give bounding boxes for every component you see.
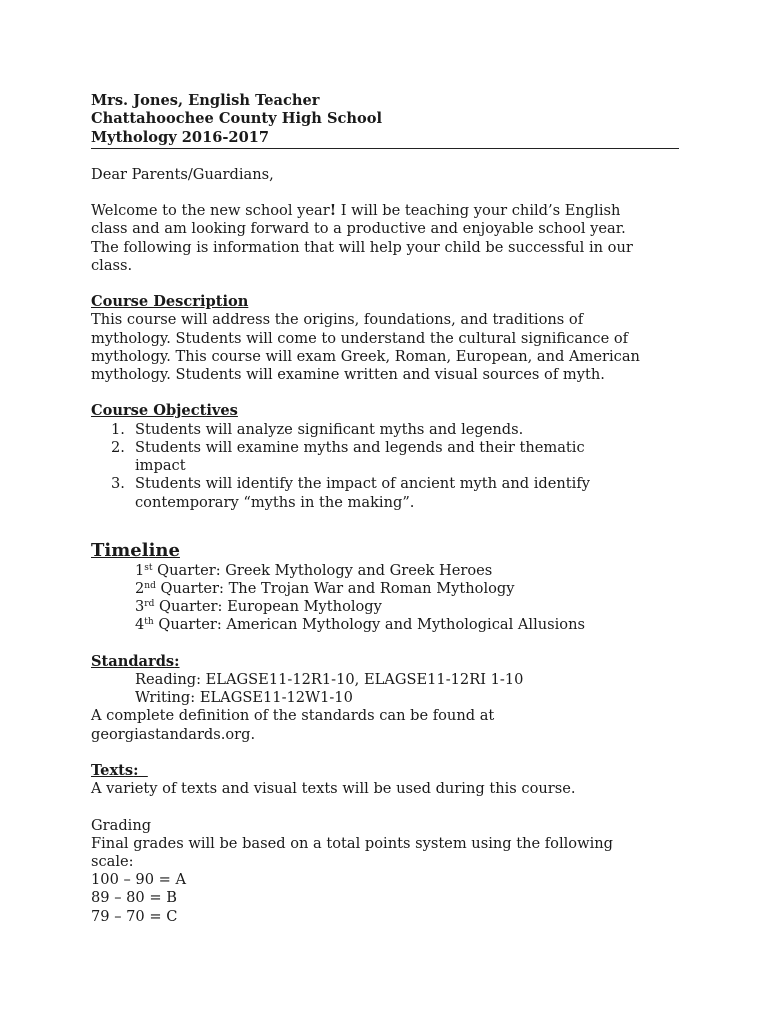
course-year: Mythology 2016-2017 [91,128,270,146]
quarter-number: 1 [135,561,145,579]
quarter-text: Quarter: The Trojan War and Roman Mythology [155,579,515,597]
list-number: 2. [111,438,125,456]
welcome-paragraph [91,202,651,275]
quarter-number: 4 [135,616,145,634]
list-item [91,439,631,475]
grade-scale-row: 100 – 90 = A [91,871,187,889]
standards-heading-text: Standards [91,652,175,670]
grade-scale-row: 89 – 80 = B [91,889,177,907]
timeline-list [91,562,681,635]
teacher-name: Mrs. Jones, English Teacher [91,92,320,109]
quarter-text: Quarter: European Mythology [154,598,382,616]
standards-heading [91,653,681,671]
texts-heading-text: Texts [91,761,134,779]
list-text: Students will identify the impact of ancient myth and identify contemporary “myths in the making”. [135,475,590,511]
timeline-heading: Timeline [91,539,180,561]
salutation: Dear Parents/Guardians, [91,165,274,183]
welcome-text-rest: I will be teaching your child’s English class and am looking forward to a productive and enjoyable school year. The following is information that will help your child be successful in our class. [91,202,633,274]
timeline-item [135,580,681,598]
list-number: 3. [111,475,125,493]
quarter-suffix: rd [144,599,155,610]
timeline-item [135,562,681,580]
timeline-item [135,598,681,616]
standards-heading-colon: : [174,652,180,670]
list-item [91,475,631,511]
quarter-suffix: th [144,617,154,628]
school-name: Chattahoochee County High School [91,110,382,128]
objectives-list [91,421,631,512]
list-text: Students will examine myths and legends and their thematic impact [135,438,585,475]
list-number: 1. [111,420,125,438]
letter-header [91,92,681,149]
quarter-number: 2 [135,579,145,597]
standards-writing: Writing: ELAGSE11-12W1-10 [135,689,353,707]
grading-body: Final grades will be based on a total points system using the following scale: [91,834,613,870]
quarter-text: Quarter: American Mythology and Mythological Allusions [153,616,585,634]
course-description-body: This course will address the origins, foundations, and traditions of mythology. Students will come to understand the cultural significance of mythology. This course will exam Greek, Roman, European, and American mythology. Students will examine written and visual sources of myth. [91,311,640,384]
texts-heading [91,762,681,780]
course-description-heading: Course Description [91,293,249,311]
quarter-suffix: nd [144,580,156,591]
grading-heading: Grading [91,816,152,834]
quarter-number: 3 [135,598,145,616]
grade-scale-row: 79 – 70 = C [91,907,178,925]
list-item [91,421,631,439]
quarter-suffix: st [144,562,153,573]
timeline-item [135,616,681,634]
quarter-text: Quarter: Greek Mythology and Greek Heroes [152,561,493,579]
list-text: Students will analyze significant myths and legends. [135,420,524,438]
welcome-text-start: Welcome to the new school year [91,202,330,220]
texts-body: A variety of texts and visual texts will be used during this course. [91,780,576,798]
course-objectives-heading: Course Objectives [91,402,238,420]
standards-reading: Reading: ELAGSE11-12R1-10, ELAGSE11-12RI 1-10 [135,670,524,688]
standards-note: A complete definition of the standards can be found at georgiastandards.org. [91,707,495,743]
welcome-exclaim: ! [329,202,337,220]
letter-page [91,92,681,926]
texts-heading-colon: : [133,761,139,779]
